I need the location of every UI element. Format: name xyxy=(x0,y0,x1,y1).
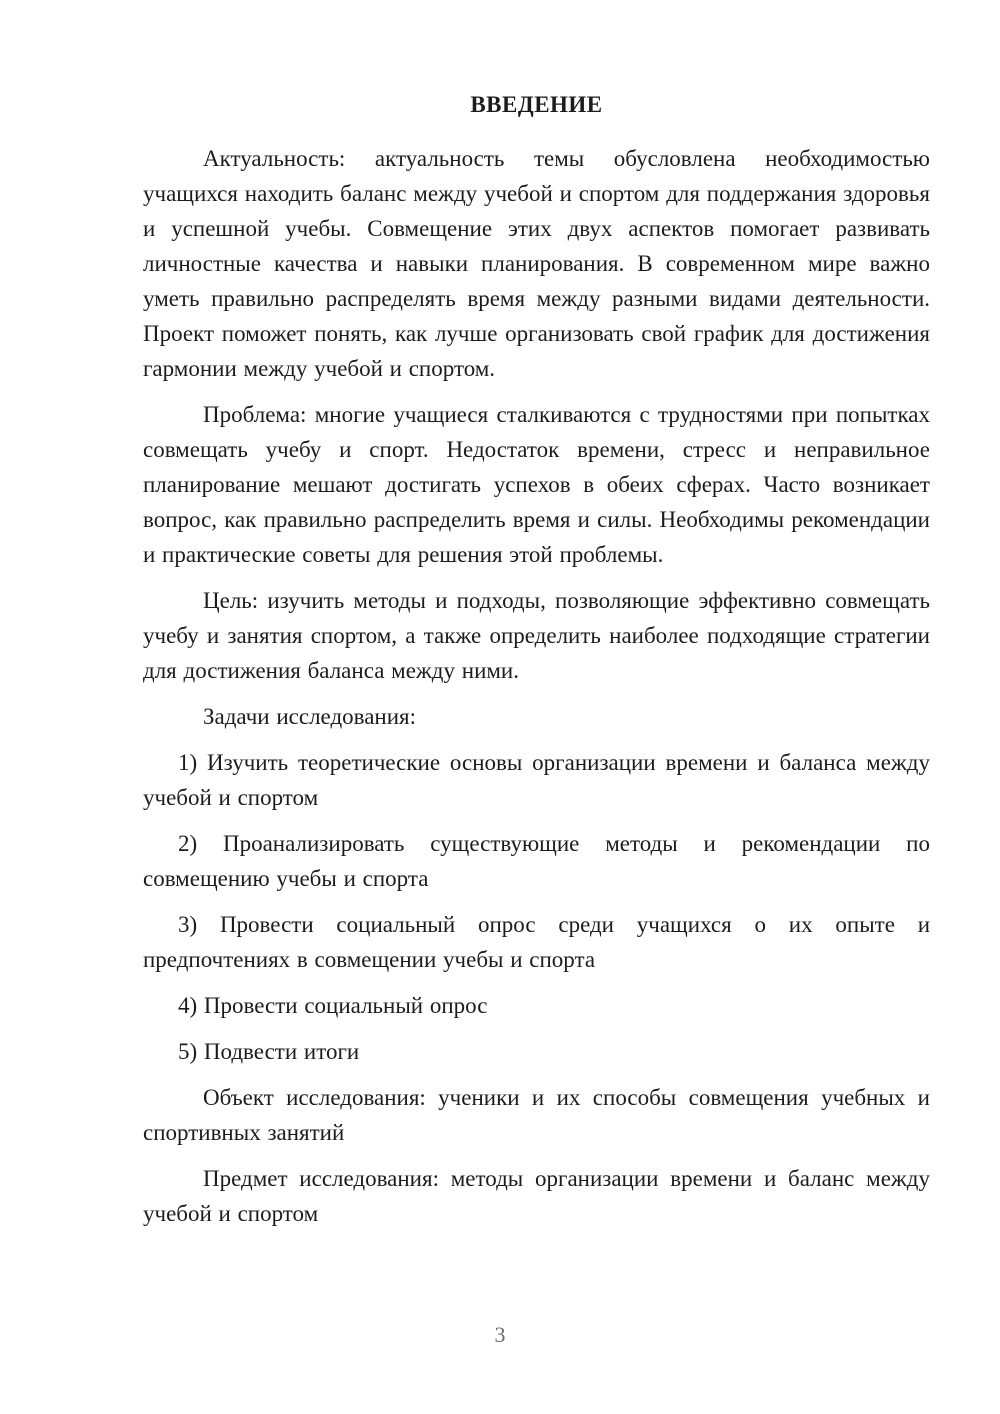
page-title: ВВЕДЕНИЕ xyxy=(470,92,603,117)
task-item-5: 5) Подвести итоги xyxy=(178,1039,360,1064)
paragraph-research-subject: Предмет исследования: методы организации времени и баланс между учебой и спортом xyxy=(143,1166,930,1226)
page-number: 3 xyxy=(494,1322,506,1347)
task-item-1: 1) Изучить теоретические основы организации времени и баланса между учебой и спортом xyxy=(143,750,930,810)
task-item-2: 2) Проанализировать существующие методы и рекомендации по совмещению учебы и спорта xyxy=(143,831,930,891)
paragraph-goal: Цель: изучить методы и подходы, позволяющие эффективно совмещать учебу и занятия спортом, а также определить наиболее подходящие стратегии для достижения баланса между ними. xyxy=(143,588,930,683)
task-item-4: 4) Провести социальный опрос xyxy=(178,993,488,1018)
paragraph-research-object: Объект исследования: ученики и их способы совмещения учебных и спортивных занятий xyxy=(143,1085,930,1145)
paragraph-problem: Проблема: многие учащиеся сталкиваются с трудностями при попытках совмещать учебу и спорт. Недостаток времени, стресс и неправильное планирование мешают достигать успехов в обеих сферах. Часто возникает вопрос, как правильно распределить время и силы. Необходимы рекомендации и практические советы для решения этой проблемы. xyxy=(143,402,930,567)
tasks-heading: Задачи исследования: xyxy=(203,704,417,729)
document-content xyxy=(143,88,930,1242)
task-item-3: 3) Провести социальный опрос среди учащихся о их опыте и предпочтениях в совмещении учебы и спорта xyxy=(143,912,930,972)
paragraph-relevance: Актуальность: актуальность темы обусловлена необходимостью учащихся находить баланс между учебой и спортом для поддержания здоровья и успешной учебы. Совмещение этих двух аспектов помогает развивать личностные качества и навыки планирования. В современном мире важно уметь правильно распределять время между разными видами деятельности. Проект поможет понять, как лучше организовать свой график для достижения гармонии между учебой и спортом. xyxy=(143,146,930,381)
